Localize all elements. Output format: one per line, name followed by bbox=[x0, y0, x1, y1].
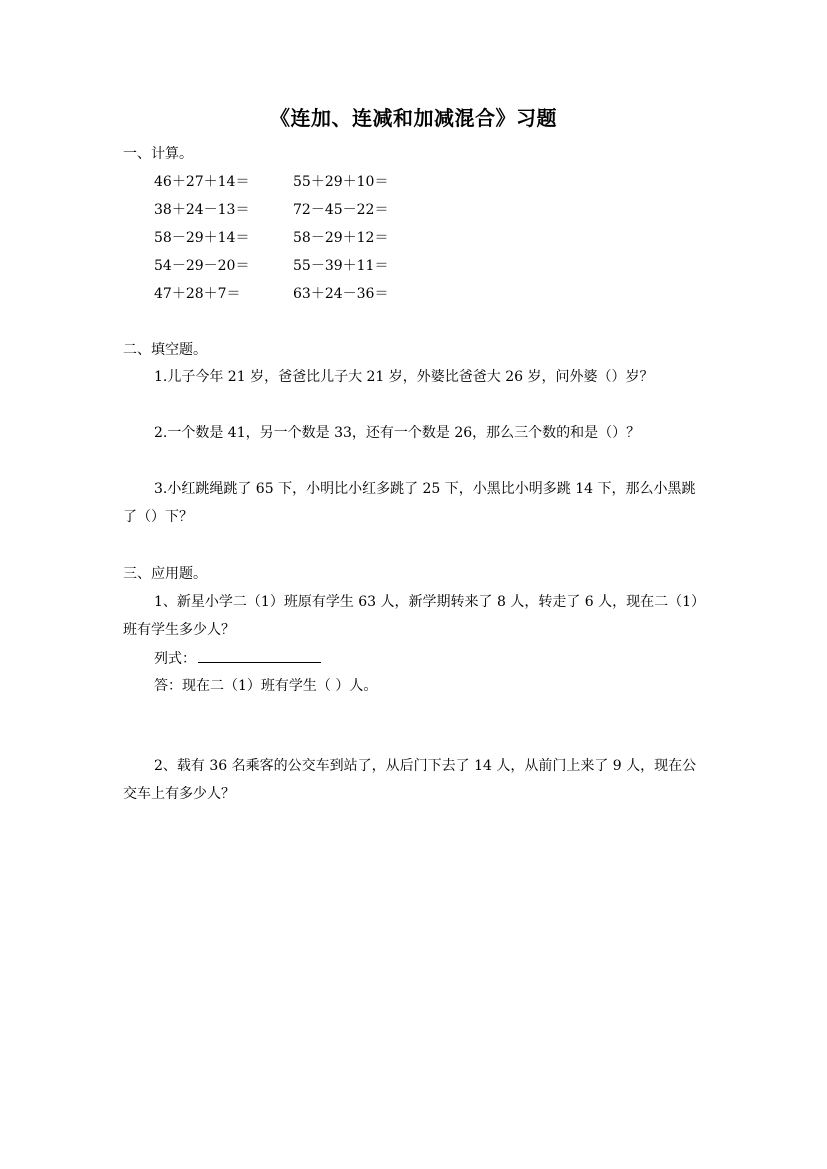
word-problem-continued: 交车上有多少人？ bbox=[123, 786, 235, 802]
formula-line bbox=[154, 648, 321, 669]
formula-label: 列式： bbox=[154, 651, 196, 667]
section-heading-calculation: 一、计算。 bbox=[123, 146, 193, 162]
word-problem-continued: 班有学生多少人？ bbox=[123, 622, 235, 638]
calc-problem: 46＋27＋14＝ bbox=[154, 174, 250, 190]
word-problem: 2、载有 36 名乘客的公交车到站了，从后门下去了 14 人，从前门上来了 9 人，现在公 bbox=[154, 758, 697, 774]
fill-blank-question-continued: 了（）下？ bbox=[123, 509, 193, 525]
calc-problem: 63＋24－36＝ bbox=[293, 286, 389, 302]
fill-blank-question: 3.小红跳绳跳了 65 下，小明比小红多跳了 25 下，小黑比小明多跳 14 下，那么小黑跳 bbox=[154, 481, 696, 497]
page-title: 《连加、连减和加减混合》习题 bbox=[270, 106, 557, 130]
word-problem: 1、新星小学二（1）班原有学生 63 人，新学期转来了 8 人，转走了 6 人，现在二（1） bbox=[154, 594, 706, 610]
calc-problem: 55＋29＋10＝ bbox=[293, 174, 389, 190]
calc-problem: 72－45－22＝ bbox=[293, 202, 389, 218]
calc-problem: 58－29＋14＝ bbox=[154, 230, 250, 246]
section-heading-word-problems: 三、应用题。 bbox=[123, 566, 207, 582]
calc-problem: 47＋28＋7＝ bbox=[154, 286, 241, 302]
calc-problem: 38＋24－13＝ bbox=[154, 202, 250, 218]
answer-sentence: 答：现在二（1）班有学生（ ）人。 bbox=[154, 678, 378, 694]
calc-problem: 55－39＋11＝ bbox=[293, 258, 389, 274]
calc-problem: 54－29－20＝ bbox=[154, 258, 250, 274]
fill-blank-question: 1.儿子今年 21 岁，爸爸比儿子大 21 岁，外婆比爸爸大 26 岁，问外婆（）岁？ bbox=[154, 369, 654, 385]
calc-problem: 58－29＋12＝ bbox=[293, 230, 389, 246]
section-heading-fill-blank: 二、填空题。 bbox=[123, 342, 207, 358]
formula-answer-blank bbox=[198, 648, 321, 663]
fill-blank-question: 2.一个数是 41，另一个数是 33，还有一个数是 26，那么三个数的和是（）？ bbox=[154, 425, 641, 441]
